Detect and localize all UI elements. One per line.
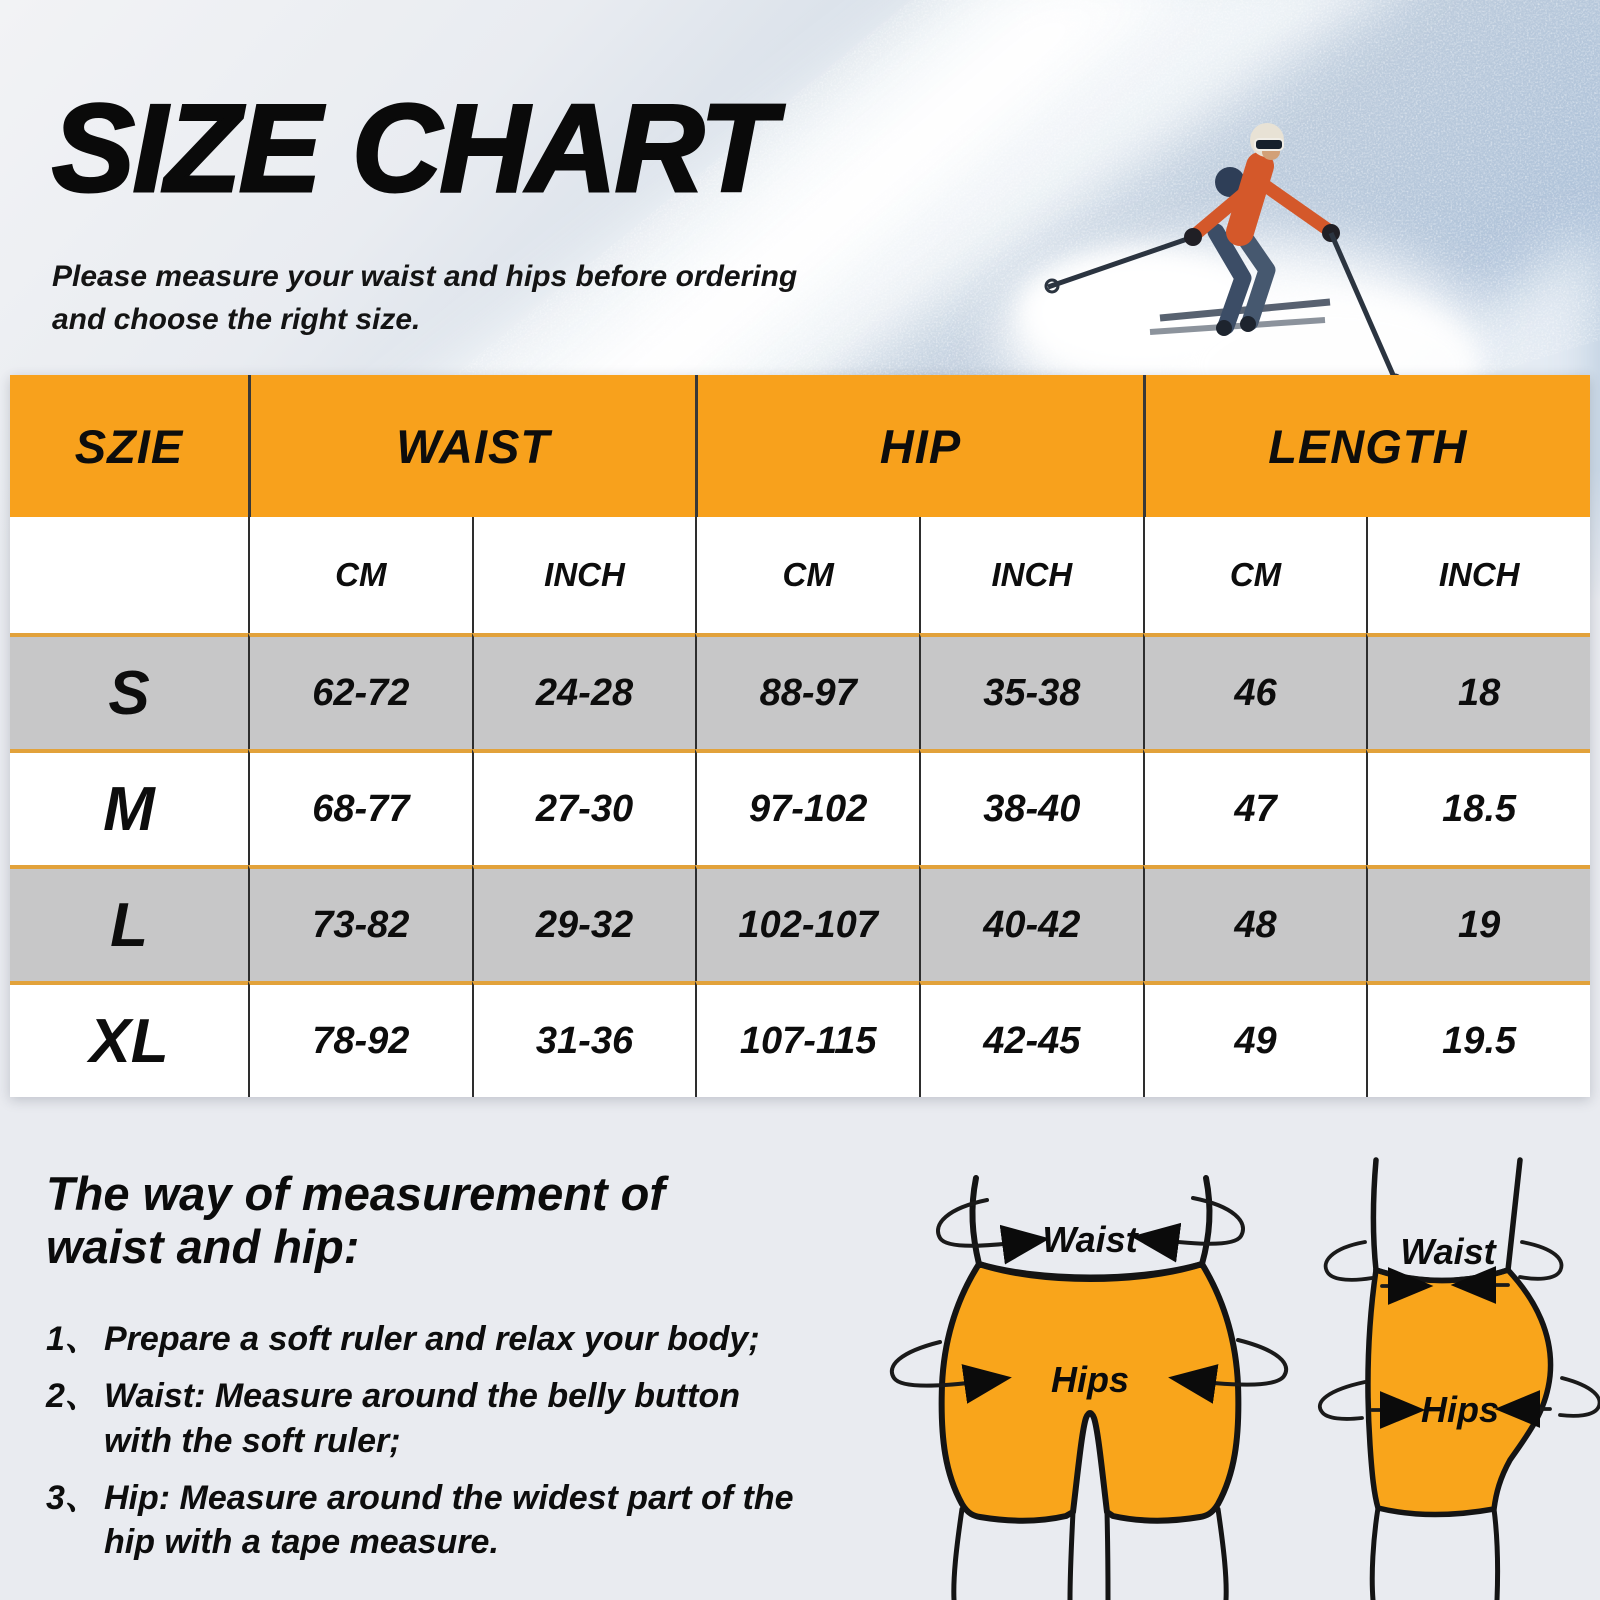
instruction-item bbox=[46, 1476, 846, 1564]
value-cell: 24-28 bbox=[472, 633, 696, 749]
value-cell: 18.5 bbox=[1366, 749, 1590, 865]
value-cell: 47 bbox=[1143, 749, 1367, 865]
value-cell: 73-82 bbox=[248, 865, 472, 981]
measurement-heading-line-1: The way of measurement of bbox=[46, 1167, 665, 1220]
instruction-text: Hip: Measure around the widest part of the hip with a tape measure. bbox=[104, 1478, 794, 1561]
front-torso-right-line bbox=[1202, 1178, 1209, 1264]
side-torso-front-line bbox=[1373, 1160, 1376, 1270]
value-cell: 42-45 bbox=[919, 981, 1143, 1097]
instruction-number: 2、 bbox=[46, 1377, 99, 1416]
value-cell: 48 bbox=[1143, 865, 1367, 981]
side-legs bbox=[1372, 1508, 1497, 1600]
waist-label: Waist bbox=[1400, 1231, 1496, 1272]
subtitle-line-2: and choose the right size. bbox=[52, 302, 421, 336]
page-title: SIZE CHART bbox=[52, 80, 774, 218]
waist-label: Waist bbox=[1042, 1219, 1138, 1260]
value-cell: 62-72 bbox=[248, 633, 472, 749]
value-cell: 88-97 bbox=[695, 633, 919, 749]
unit-empty-cell bbox=[10, 517, 248, 633]
instruction-number: 1、 bbox=[46, 1320, 99, 1359]
title-block bbox=[52, 80, 952, 341]
unit-header: CM bbox=[248, 517, 472, 633]
unit-header: CM bbox=[695, 517, 919, 633]
hips-label: Hips bbox=[1420, 1389, 1500, 1430]
value-cell: 19.5 bbox=[1366, 981, 1590, 1097]
value-cell: 29-32 bbox=[472, 865, 696, 981]
instruction-list bbox=[46, 1317, 846, 1564]
value-cell: 97-102 bbox=[695, 749, 919, 865]
header-waist: WAIST bbox=[248, 375, 695, 517]
hips-label: Hips bbox=[1050, 1359, 1130, 1400]
header-length: LENGTH bbox=[1143, 375, 1590, 517]
unit-header: INCH bbox=[919, 517, 1143, 633]
measurement-instructions bbox=[46, 1168, 846, 1564]
left-glove bbox=[1184, 228, 1202, 246]
value-cell: 38-40 bbox=[919, 749, 1143, 865]
value-cell: 18 bbox=[1366, 633, 1590, 749]
value-cell: 27-30 bbox=[472, 749, 696, 865]
value-cell: 40-42 bbox=[919, 865, 1143, 981]
measurement-heading-line-2: waist and hip: bbox=[46, 1219, 360, 1273]
instruction-number: 3、 bbox=[46, 1478, 99, 1517]
value-cell: 49 bbox=[1143, 981, 1367, 1097]
side-view-diagram bbox=[1310, 1160, 1600, 1600]
instruction-text: Waist: Measure around the belly button with the soft ruler; bbox=[104, 1377, 740, 1460]
unit-header: INCH bbox=[1366, 517, 1590, 633]
size-cell: M bbox=[10, 749, 248, 865]
unit-header: INCH bbox=[472, 517, 696, 633]
page-subtitle bbox=[52, 256, 952, 341]
front-view-diagram bbox=[880, 1160, 1350, 1600]
header-hip: HIP bbox=[695, 375, 1142, 517]
size-chart-table bbox=[10, 375, 1590, 1097]
value-cell: 78-92 bbox=[248, 981, 472, 1097]
unit-header: CM bbox=[1143, 517, 1367, 633]
size-cell: XL bbox=[10, 981, 248, 1097]
value-cell: 102-107 bbox=[695, 865, 919, 981]
value-cell: 35-38 bbox=[919, 633, 1143, 749]
value-cell: 46 bbox=[1143, 633, 1367, 749]
header-size: SZIE bbox=[10, 375, 248, 517]
value-cell: 31-36 bbox=[472, 981, 696, 1097]
subtitle-line-1: Please measure your waist and hips before ordering bbox=[52, 260, 798, 294]
ski-goggles bbox=[1255, 139, 1283, 150]
front-legs bbox=[954, 1509, 1226, 1600]
side-torso-back-line bbox=[1508, 1160, 1520, 1270]
instruction-text: Prepare a soft ruler and relax your body; bbox=[104, 1320, 760, 1359]
value-cell: 19 bbox=[1366, 865, 1590, 981]
value-cell: 107-115 bbox=[695, 981, 919, 1097]
instruction-item bbox=[46, 1317, 846, 1361]
measurement-heading bbox=[46, 1168, 846, 1273]
value-cell: 68-77 bbox=[248, 749, 472, 865]
size-cell: L bbox=[10, 865, 248, 981]
instruction-item bbox=[46, 1374, 846, 1462]
front-torso-left-line bbox=[972, 1178, 979, 1264]
size-cell: S bbox=[10, 633, 248, 749]
